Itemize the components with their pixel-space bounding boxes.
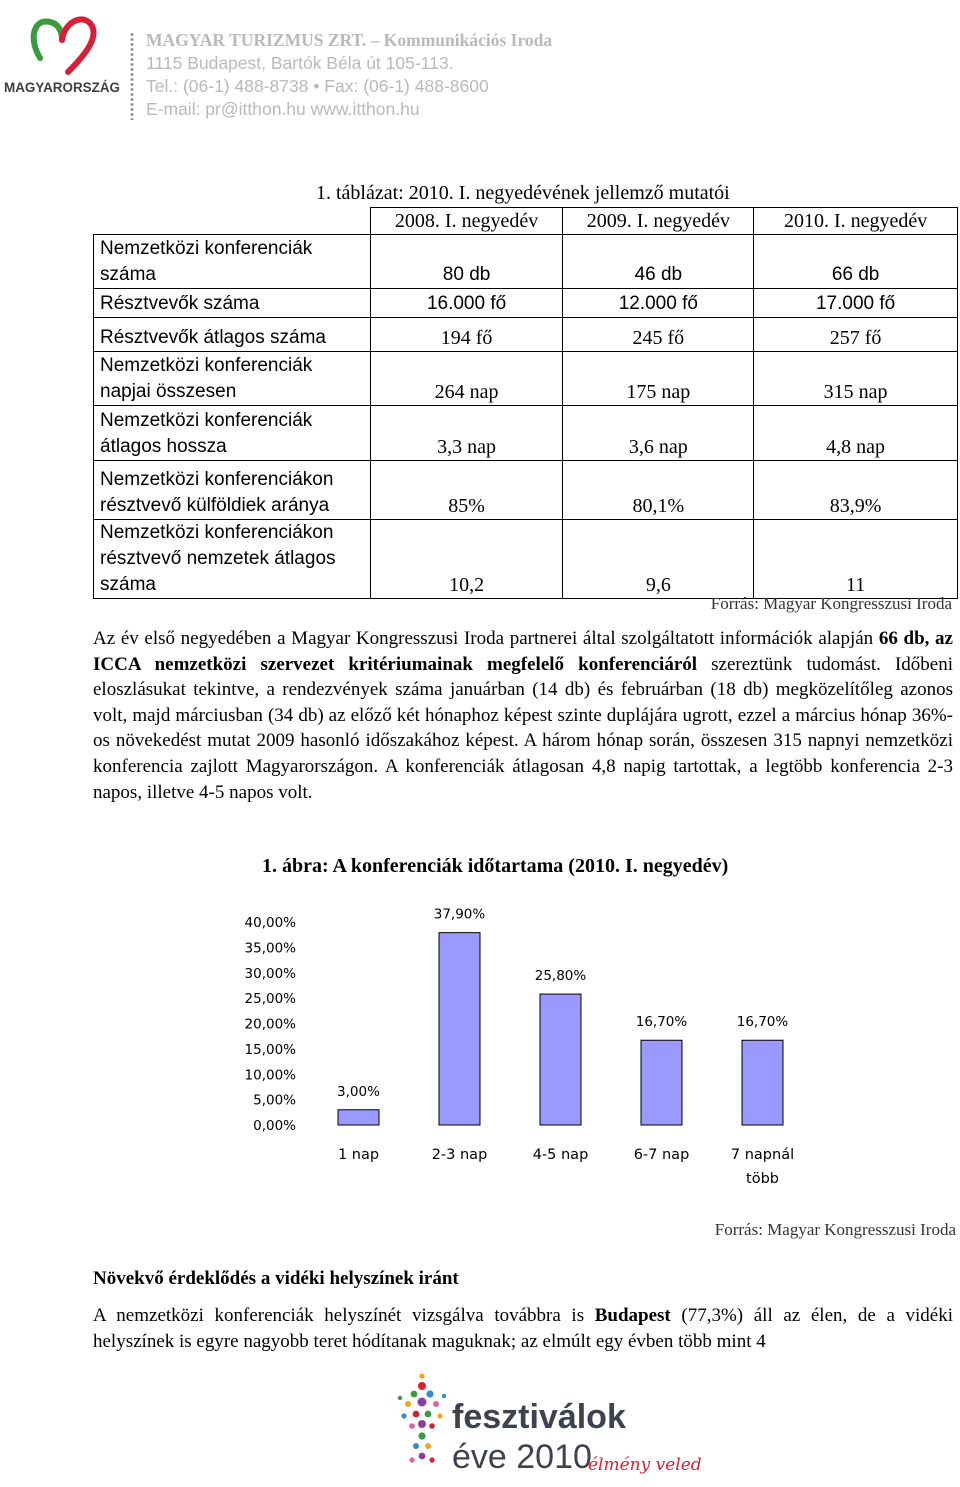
y-tick-label: 20,00% (244, 1016, 296, 1033)
paragraph-text: A nemzetközi konferenciák helyszínét vizsgálva továbbra is (93, 1305, 595, 1326)
bar (439, 933, 480, 1125)
duration-bar-chart (228, 896, 868, 1196)
y-tick-label: 15,00% (244, 1041, 296, 1058)
bar-value-label: 25,80% (534, 968, 587, 985)
confetti-dot (398, 1396, 402, 1400)
table-cell: 83,9% (754, 461, 958, 520)
header-org: MAGYAR TURIZMUS ZRT. – Kommunikációs Iroda (146, 30, 553, 50)
y-tick-label: 0,00% (253, 1118, 296, 1134)
table-cell: 3,3 nap (370, 406, 563, 461)
header-email: E-mail: pr@itthon.hu www.itthon.hu (146, 99, 420, 119)
footer-logo-word: fesztiválok (452, 1398, 626, 1436)
confetti-dot (405, 1401, 411, 1407)
x-tick-label: 1 nap (337, 1147, 380, 1163)
confetti-dot (401, 1413, 406, 1418)
confetti-dot (409, 1457, 414, 1462)
bar (338, 1110, 379, 1125)
table-cell: 80 db (370, 235, 563, 289)
table-row-label: Nemzetközi konferenciák száma (94, 235, 371, 289)
confetti-dot (418, 1432, 425, 1439)
table-cell: 264 nap (370, 352, 563, 406)
bar-value-label: 16,70% (736, 1014, 789, 1031)
table-header-cell: 2009. I. negyedév (563, 208, 754, 235)
confetti-dot (429, 1457, 434, 1462)
body-paragraph (93, 1303, 953, 1355)
table-cell: 194 fő (370, 318, 563, 352)
table-header-cell: 2010. I. negyedév (754, 208, 958, 235)
table-row (94, 520, 958, 599)
confetti-dot (425, 1443, 431, 1449)
table-row-label: Nemzetközi konferenciák átlagos hossza (94, 406, 371, 461)
paragraph-text: (77,3%) áll az élen, de a vidéki helyszínek is egyre nagyobb teret hódítanak maguknak; az elmúlt egy évben több mint 4 (93, 1305, 953, 1352)
table-cell: 17.000 fő (754, 289, 958, 318)
header-phone: Tel.: (06-1) 488-8738 • Fax: (06-1) 488-8600 (146, 76, 489, 96)
table-caption: 1. táblázat: 2010. I. negyedévének jellemző mutatói (316, 182, 730, 204)
table-cell: 175 nap (563, 352, 754, 406)
confetti-person-icon (398, 1373, 446, 1462)
table-cell: 245 fő (563, 318, 754, 352)
confetti-dot (419, 1373, 424, 1378)
chart-source: Forrás: Magyar Kongresszusi Iroda (714, 1220, 956, 1239)
bar-value-label: 37,90% (433, 906, 486, 923)
indicators-table (93, 207, 958, 599)
y-tick-label: 40,00% (244, 915, 296, 931)
table-row (94, 289, 958, 318)
confetti-dot (442, 1394, 446, 1398)
table-row-label: Nemzetközi konferenciák napjai összesen (94, 352, 371, 406)
y-tick-label: 10,00% (244, 1067, 296, 1084)
footer-logo-slogan: élmény veled (588, 1455, 702, 1475)
y-tick-label: 5,00% (253, 1092, 296, 1109)
chart-bars (338, 933, 783, 1125)
confetti-dot (413, 1443, 419, 1449)
paragraph-text: Az év első negyedében a Magyar Kongresszusi Iroda partnerei által szolgáltatott információk alapján (93, 628, 879, 649)
table-cell: 10,2 (370, 520, 563, 599)
bar (641, 1040, 682, 1125)
section-heading: Növekvő érdeklődés a vidéki helyszínek iránt (93, 1268, 459, 1289)
table-cell: 4,8 nap (754, 406, 958, 461)
confetti-dot (433, 1401, 439, 1407)
table-cell: 11 (754, 520, 958, 599)
paragraph-bold-text: 66 db, az ICCA nemzetközi szervezet kritériumainak megfelelő konferenciáról (93, 628, 953, 675)
bar-value-label: 16,70% (635, 1014, 688, 1031)
table-cell: 257 fő (754, 318, 958, 352)
confetti-dot (437, 1413, 442, 1418)
table-row-label: Nemzetközi konferenciákon résztvevő nemzetek átlagos száma (94, 520, 371, 599)
bar-value-label: 3,00% (337, 1083, 380, 1100)
confetti-dot (426, 1390, 433, 1397)
heart-ribbon-icon (34, 19, 94, 72)
table-header-empty (94, 208, 371, 235)
header-contact-block (146, 29, 552, 121)
bar (540, 994, 581, 1125)
table-row-label: Nemzetközi konferenciákon résztvevő külföldiek aránya (94, 461, 371, 520)
confetti-dot (419, 1453, 426, 1460)
confetti-dot (418, 1382, 426, 1390)
table-row (94, 461, 958, 520)
table-header-cell: 2008. I. negyedév (370, 208, 563, 235)
confetti-dot (418, 1398, 427, 1407)
table-cell: 3,6 nap (563, 406, 754, 461)
paragraph-text: szereztünk tudomást. Időbeni eloszlásukat tekintve, a rendezvények száma januárban (14 db) és februárban (18 db) megközelítőleg azonos volt, majd márciusban (34 db) az előző két hónaphoz képest szinte duplájára ugrott, ezzel a március hónap 36%-os növekedést mutat 2009 hasonló időszakához képest. A három hónap során, összesen 315 napnyi nemzetközi konferencia zajlott Magyarországon. A konferenciák átlagosan 4,8 napig tartottak, a legtöbb konferencia 2-3 napos, illetve 4-5 napos volt. (93, 653, 953, 803)
table-cell: 85% (370, 461, 563, 520)
table-row (94, 318, 958, 352)
header-address: 1115 Budapest, Bartók Béla út 105-113. (146, 53, 454, 73)
bar (742, 1040, 783, 1125)
table-row (94, 406, 958, 461)
confetti-dot (411, 1391, 418, 1398)
table-source: Forrás: Magyar Kongresszusi Iroda (710, 594, 952, 613)
table-cell: 66 db (754, 235, 958, 289)
fesztivalok-eve-logo (392, 1372, 712, 1480)
y-tick-label: 35,00% (244, 940, 296, 957)
y-axis-ticks (245, 915, 297, 1134)
table-row-label: Résztvevők átlagos száma (94, 318, 371, 352)
x-tick-label: 7 napnál több (730, 1147, 795, 1187)
table-cell: 12.000 fő (563, 289, 754, 318)
header-divider (130, 32, 134, 120)
y-tick-label: 25,00% (244, 991, 296, 1008)
magyarorszag-logo (0, 0, 125, 105)
table-cell: 16.000 fő (370, 289, 563, 318)
x-tick-label: 6-7 nap (633, 1147, 690, 1163)
body-paragraph (93, 626, 953, 805)
table-cell: 315 nap (754, 352, 958, 406)
y-tick-label: 30,00% (244, 965, 296, 982)
chart-title: 1. ábra: A konferenciák időtartama (2010. I. negyedév) (262, 855, 729, 877)
paragraph-bold-text: Budapest (594, 1305, 671, 1326)
confetti-dot (425, 1411, 432, 1418)
confetti-dot (429, 1423, 435, 1429)
table-row (94, 235, 958, 289)
confetti-dot (413, 1411, 420, 1418)
table-row-label: Résztvevők száma (94, 289, 371, 318)
table-header-row (94, 208, 958, 235)
x-axis-labels (338, 1147, 794, 1187)
table-cell: 46 db (563, 235, 754, 289)
footer-logo-year: éve 2010 (452, 1438, 592, 1476)
logo-wordmark: MAGYARORSZÁG (4, 79, 121, 95)
x-tick-label: 2-3 nap (431, 1147, 488, 1163)
table-cell: 80,1% (563, 461, 754, 520)
table-row (94, 352, 958, 406)
confetti-dot (409, 1423, 415, 1429)
confetti-dot (418, 1420, 426, 1428)
table-cell: 9,6 (563, 520, 754, 599)
x-tick-label: 4-5 nap (532, 1147, 589, 1163)
